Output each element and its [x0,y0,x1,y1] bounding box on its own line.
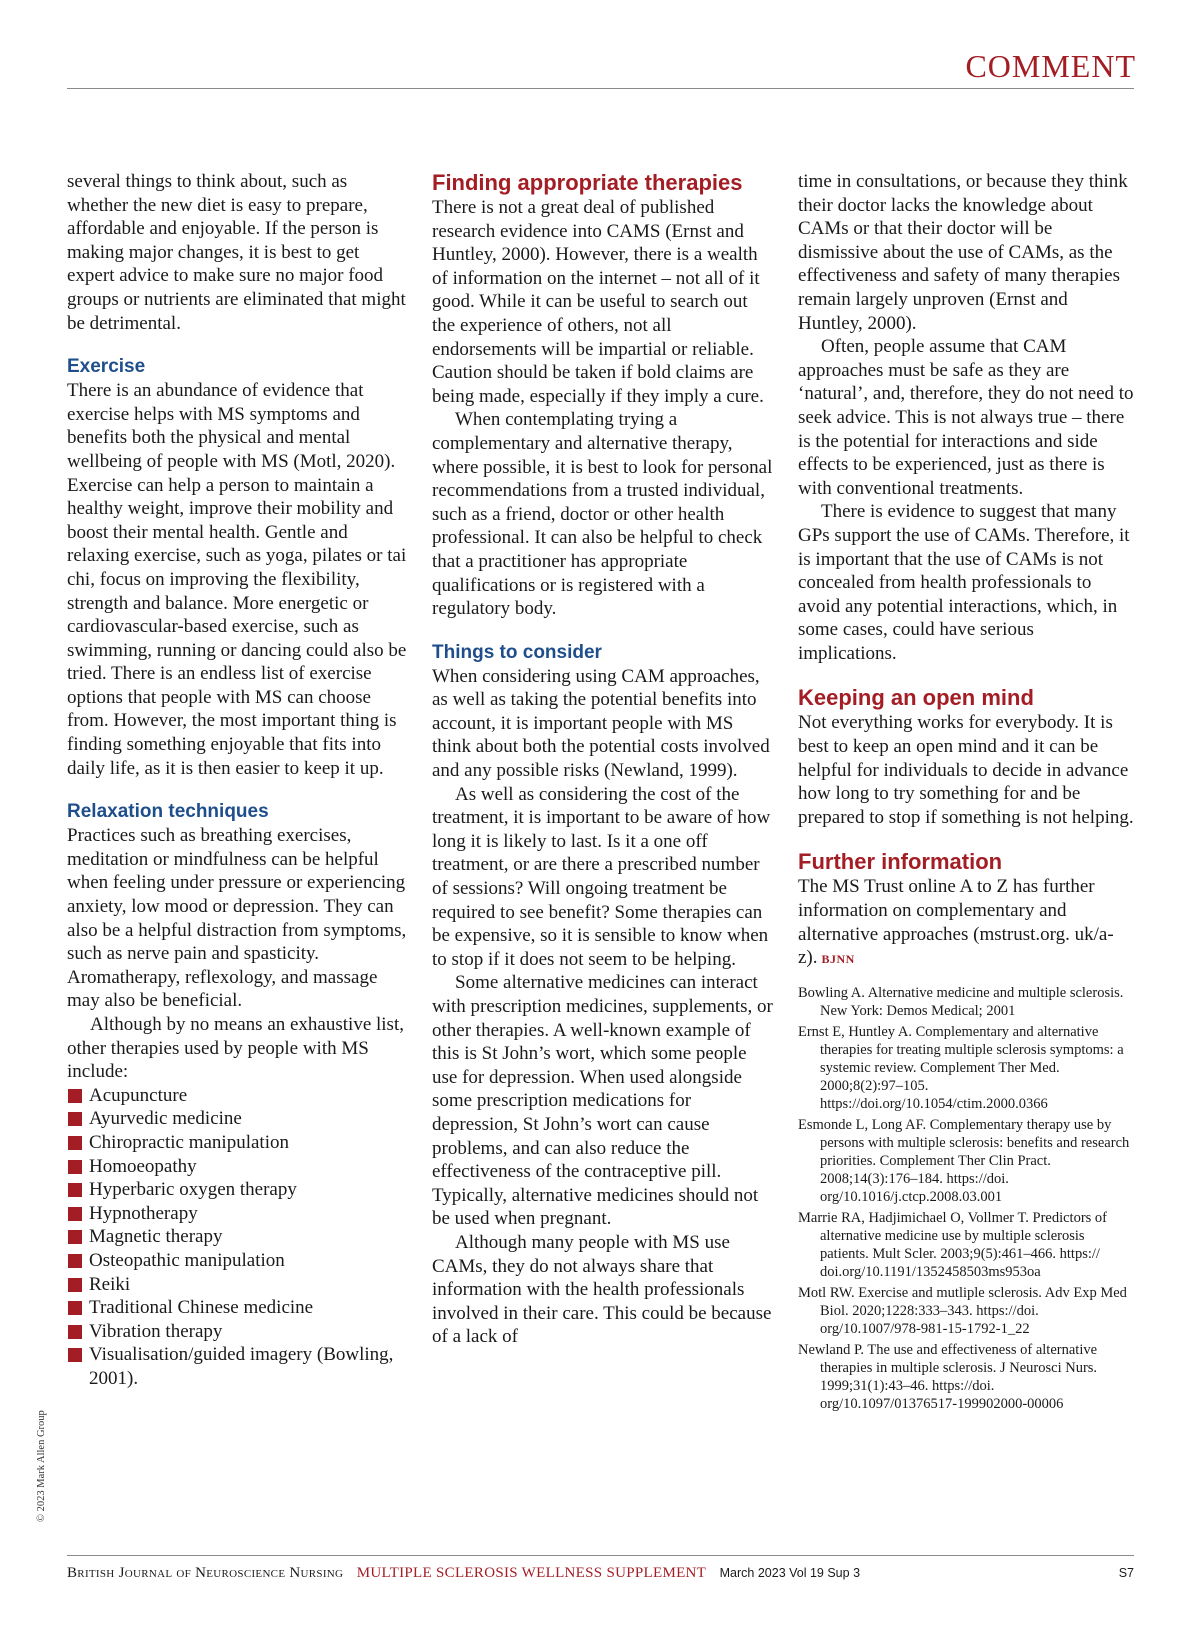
reference-item: Motl RW. Exercise and mutliple sclerosis. Adv Exp Med Biol. 2020;1228:333–343. https://doi. org/10.1007/978-981-15-1792-1_22 [798,1284,1127,1337]
finding-paragraph-2: When contemplating trying a complementary and alternative therapy, where possible, it is best to look for personal recommendations from a trusted individual, such as a friend, doctor or other health professional. It can also be helpful to check that a practitioner has appropriate qualifications or is registered with a regulatory body. [432,409,773,620]
therapies-intro: Although by no means an exhaustive list, other therapies used by people with MS include: [67,1014,404,1083]
continued-paragraph-3: There is evidence to suggest that many GPs support the use of CAMs. Therefore, it is important that the use of CAMs is not concealed from health professionals to avoid any potential interactions, which, in some cases, could have serious implications. [798,501,1130,664]
column-2 [432,170,774,1349]
relaxation-paragraph: Practices such as breathing exercises, meditation or mindfulness can be helpful when feeling under pressure or experiencing anxiety, low mood or depression. They can also be a helpful distraction from symptoms, such as nerve pain and spasticity. Aromatherapy, reflexology, and massage may also be beneficial. [67,825,407,1012]
list-item: Hypnotherapy [67,1202,407,1226]
reference-item: Ernst E, Huntley A. Complementary and alternative therapies for treating multiple sclerosis symptoms: a systemic review. Complement Ther Med. 2000;8(2):97–105. https://doi.org/10.1054/ctim.2000.0366 [798,1023,1124,1112]
issue-date: March 2023 Vol 19 Sup 3 [719,1566,861,1580]
exercise-paragraph: There is an abundance of evidence that exercise helps with MS symptoms and benefits both the physical and mental wellbeing of people with MS (Motl, 2020). Exercise can help a person to maintain a healthy weight, improve their mobility and boost their mental health. Gentle and relaxing exercise, such as yoga, pilates or tai chi, focus on improving the flexibility, strength and balance. More energetic or cardiovascular-based exercise, such as swimming, running or dancing could also be tried. There is an endless list of exercise options that people with MS can choose from. However, the most important thing is finding something enjoyable that fits into daily life, as it is then easier to keep it up. [67,380,407,779]
references [798,984,1134,1413]
list-item: Visualisation/guided imagery (Bowling, 2001). [67,1343,407,1390]
square-bullet-icon [68,1348,82,1362]
open-mind-heading: Keeping an open mind [798,685,1034,711]
list-item: Vibration therapy [67,1320,407,1344]
consider-heading: Things to consider [432,641,602,663]
journal-name: British Journal of Neuroscience Nursing [67,1565,344,1581]
column-3 [798,170,1134,1416]
finding-therapies-heading: Finding appropriate therapies [432,170,743,195]
list-item: Homoeopathy [67,1155,407,1179]
column-1 [67,170,407,1391]
list-item: Magnetic therapy [67,1225,407,1249]
square-bullet-icon [68,1207,82,1221]
open-mind-paragraph: Not everything works for everybody. It is best to keep an open mind and it can be helpful for individuals to decide in advance how long to try something for and be prepared to stop if something is not helping. [798,712,1134,828]
supplement-name: MULTIPLE SCLEROSIS WELLNESS SUPPLEMENT [356,1565,707,1581]
reference-item: Marrie RA, Hadjimichael O, Vollmer T. Predictors of alternative medicine use by multiple sclerosis patients. Mult Scler. 2003;9(5):461–466. https:// doi.org/10.1191/1352458503ms953oa [798,1209,1108,1280]
reference-item: Esmonde L, Long AF. Complementary therapy use by persons with multiple sclerosis: benefits and research priorities. Complement Ther Clin Pract. 2008;14(3):176–184. https://doi. org/10.1016/j.ctcp.2008.03.001 [798,1116,1130,1205]
square-bullet-icon [68,1301,82,1315]
list-item: Osteopathic manipulation [67,1249,407,1273]
square-bullet-icon [68,1254,82,1268]
therapies-list [67,1084,407,1391]
section-label: COMMENT [965,48,1136,84]
intro-paragraph: several things to think about, such as whether the new diet is easy to prepare, affordable and enjoyable. If the person is making major changes, it is best to get expert advice to make sure no major food groups or nutrients are eliminated that might be detrimental. [67,171,406,334]
header-rule [67,88,1134,89]
relaxation-heading: Relaxation techniques [67,801,269,823]
continued-paragraph-2: Often, people assume that CAM approaches must be safe as they are ‘natural’, and, therefore, they do not need to seek advice. This is not always true – there is the potential for interactions and side effects to be experienced, just as there is with conventional treatments. [798,336,1134,499]
list-item: Hyperbaric oxygen therapy [67,1178,407,1202]
square-bullet-icon [68,1183,82,1197]
square-bullet-icon [68,1230,82,1244]
end-mark: BJNN [821,952,855,967]
further-information-paragraph: The MS Trust online A to Z has further information on complementary and alternative approaches (mstrust.org. uk/a-z). BJNN [798,876,1114,969]
square-bullet-icon [68,1089,82,1103]
consider-paragraph-4: Although many people with MS use CAMs, they do not always share that information with the health professionals involved in their care. This could be because of a lack of [432,1231,772,1348]
continued-paragraph-1: time in consultations, or because they think their doctor lacks the knowledge about CAMs or that their doctor will be dismissive about the use of CAMs, as the effectiveness and safety of many therapies remain largely unproven (Ernst and Huntley, 2000). [798,171,1128,334]
footer-rule [67,1555,1134,1556]
square-bullet-icon [68,1278,82,1292]
square-bullet-icon [68,1325,82,1339]
copyright-notice: © 2023 Mark Allen Group [36,1410,47,1522]
reference-item: Bowling A. Alternative medicine and multiple sclerosis. New York: Demos Medical; 2001 [798,984,1124,1019]
consider-paragraph-2: As well as considering the cost of the treatment, it is important to be aware of how long it is likely to last. Is it a one off treatment, or are there a prescribed number of sessions? Will ongoing treatment be required to see benefit? Some therapies can be expensive, so it is sensible to know when to stop if it does not seem to be helping. [432,783,771,970]
square-bullet-icon [68,1112,82,1126]
list-item: Chiropractic manipulation [67,1131,407,1155]
list-item: Acupuncture [67,1084,407,1108]
list-item: Ayurvedic medicine [67,1107,407,1131]
square-bullet-icon [68,1160,82,1174]
list-item: Traditional Chinese medicine [67,1296,407,1320]
reference-item: Newland P. The use and effectiveness of alternative therapies in multiple sclerosis. J Neurosci Nurs. 1999;31(1):43–46. https://doi. org/10.1097/01376517-199902000-00006 [798,1341,1098,1412]
footer [67,1563,1134,1583]
further-information-heading: Further information [798,849,1003,875]
consider-paragraph-3: Some alternative medicines can interact with prescription medicines, supplements, or other therapies. A well-known example of this is St John’s wort, which some people use for depression. When used alongside some prescription medications for depression, St John’s wort can cause problems, and can also reduce the effectiveness of the contraceptive pill. Typically, alternative medicines should not be used when pregnant. [432,972,773,1230]
consider-paragraph-1: When considering using CAM approaches, as well as taking the potential benefits into account, it is important people with MS think about both the potential costs involved and any possible risks (Newland, 1999). [432,665,770,782]
exercise-heading: Exercise [67,356,146,378]
square-bullet-icon [68,1136,82,1150]
list-item: Reiki [67,1273,407,1297]
finding-paragraph-1: There is not a great deal of published research evidence into CAMS (Ernst and Huntley, 2000). However, there is a wealth of information on the internet – not all of it good. While it can be useful to search out the experience of others, not all endorsements will be impartial or reliable. Caution should be taken if bold claims are being made, especially if they imply a cure. [432,197,764,407]
page-number: S7 [1118,1566,1134,1580]
